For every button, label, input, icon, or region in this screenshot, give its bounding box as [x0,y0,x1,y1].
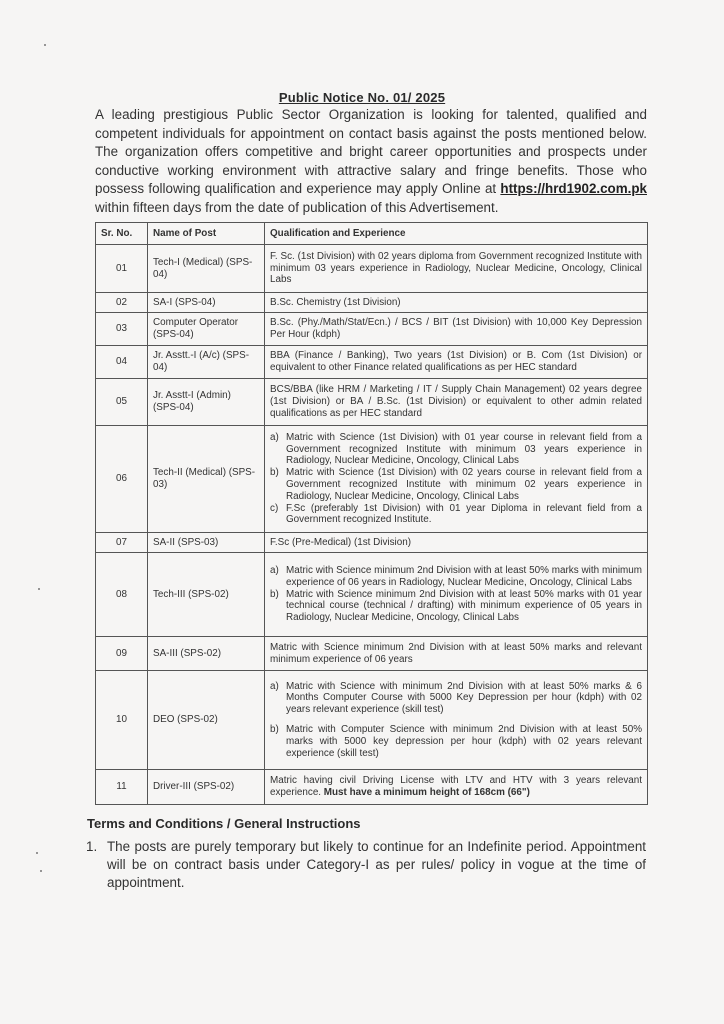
option-mark: a) [270,565,279,576]
option-text: F.Sc (preferably 1st Division) with 01 year Diploma in relevant field from a Government recognized Institute. [286,502,642,526]
post-cell: SA-III (SPS-02) [148,637,265,671]
qualification-options [270,565,642,624]
table-row [96,671,648,770]
post-cell: Jr. Asstt.-I (A/c) (SPS-04) [148,346,265,379]
option-text: Matric with Computer Science with minimum 2nd Division with at least 50% marks with 5000 key depression per hour (kdph) with 02 years relevant experience (skill test) [286,724,642,759]
sr-cell: 09 [96,637,148,671]
qual-cell [265,426,648,533]
qualification-options [270,432,642,526]
intro-text: A leading prestigious Public Sector Organization is looking for talented, qualified and competent individuals for appointment on contact basis against the posts mentioned below. The organization offers competitive and bright career opportunities and prospects under conductive working environment with attractive salary and fringe benefits. Those who possess following qualification and experience may apply Online at [95,107,647,197]
sr-cell: 08 [96,553,148,637]
sr-cell: 04 [96,346,148,379]
header-name-of-post: Name of Post [148,223,265,245]
table-row [96,245,648,293]
scan-speck [38,588,40,590]
qual-cell: BCS/BBA (like HRM / Marketing / IT / Supply Chain Management) 02 years degree (1st Division) or BA / B.Sc. (1st Division) or equivalent to other admin related qualifications as per HEC standard [265,379,648,426]
post-cell: Jr. Asstt-I (Admin) (SPS-04) [148,379,265,426]
table-row [96,770,648,805]
post-cell: Driver-III (SPS-02) [148,770,265,805]
qual-cell: F. Sc. (1st Division) with 02 years diploma from Government recognized Institute with minimum 03 years experience in Radiology, Nuclear Medicine, Oncology, Clinical Labs [265,245,648,293]
table-row [96,379,648,426]
option-text: Matric with Science minimum 2nd Division with at least 50% marks with 01 year technical course (technical / drafting) with minimum experience of 05 years in Radiology, Nuclear Medicine, Oncology, Clinical Labs [286,588,642,624]
option-mark: a) [270,680,279,692]
table-row [96,553,648,637]
table-row [96,293,648,313]
option-mark: b) [270,724,279,735]
table-row [96,533,648,553]
qual-cell [265,770,648,805]
qual-cell: B.Sc. Chemistry (1st Division) [265,293,648,313]
list-item [270,432,642,467]
website-link[interactable]: https://hrd1902.com.pk [500,181,647,197]
list-item [270,681,642,716]
option-mark: a) [270,431,279,443]
sr-cell: 05 [96,379,148,426]
term-text: The posts are purely temporary but likely to continue for an Indefinite period. Appointment will be on contract basis under Category-I as per rules/ policy in vogue at the time of appointment. [107,839,646,890]
header-sr-no: Sr. No. [96,223,148,245]
option-text: Matric with Science minimum 2nd Division with at least 50% marks with minimum experience of 06 years in Radiology, Nuclear Medicine, Oncology, Clinical Labs [286,565,642,588]
post-cell: Tech-I (Medical) (SPS-04) [148,245,265,293]
table-row [96,313,648,346]
post-cell: Computer Operator (SPS-04) [148,313,265,346]
table-header-row [96,223,648,245]
list-item [270,724,642,759]
intro-paragraph [95,106,647,218]
qual-cell: F.Sc (Pre-Medical) (1st Division) [265,533,648,553]
term-item [86,838,646,892]
terms-heading: Terms and Conditions / General Instructions [87,816,361,831]
qual-cell: B.Sc. (Phy./Math/Stat/Ecn.) / BCS / BIT (1st Division) with 10,000 Key Depression Per Hour (kdph) [265,313,648,346]
option-text: Matric with Science with minimum 2nd Division with at least 50% marks & 6 Months Computer Course with 5000 Key Depression per hour (kdph) with 02 years relevant experience (skill test) [286,680,642,716]
posts-table [95,222,648,805]
notice-title: Public Notice No. 01/ 2025 [278,90,446,105]
sr-cell: 03 [96,313,148,346]
list-item [270,503,642,527]
qualification-options [270,681,642,760]
option-text: Matric with Science (1st Division) with 02 years course in relevant field from a Government recognized Institute with minimum 02 years experience in Radiology, Nuclear Medicine, Oncology, Clinical Labs [286,467,642,502]
list-item [270,467,642,502]
qual-cell: Matric with Science minimum 2nd Division with at least 50% marks and relevant minimum experience of 06 years [265,637,648,671]
intro-end: within fifteen days from the date of publication of this Advertisement. [95,199,499,215]
list-item [270,589,642,624]
post-cell: SA-I (SPS-04) [148,293,265,313]
qual-cell [265,671,648,770]
scan-speck [40,870,42,872]
header-qualification: Qualification and Experience [265,223,648,245]
option-mark: b) [270,588,279,600]
table-row [96,637,648,671]
height-requirement: Must have a minimum height of 168cm (66") [323,787,530,798]
list-item [270,565,642,589]
post-cell: Tech-III (SPS-02) [148,553,265,637]
table-row [96,346,648,379]
option-mark: b) [270,467,279,479]
post-cell: DEO (SPS-02) [148,671,265,770]
post-cell: SA-II (SPS-03) [148,533,265,553]
sr-cell: 10 [96,671,148,770]
sr-cell: 02 [96,293,148,313]
table-row [96,426,648,533]
sr-cell: 11 [96,770,148,805]
scan-speck [44,44,46,46]
qual-cell: BBA (Finance / Banking), Two years (1st Division) or B. Com (1st Division) or equivalent to other Finance related qualifications as per HEC standard [265,346,648,379]
option-text: Matric with Science (1st Division) with 01 year course in relevant field from a Government recognized Institute with minimum 03 years experience in Radiology, Nuclear Medicine, Oncology, Clinical Labs [286,431,642,467]
term-number: 1. [86,839,98,854]
sr-cell: 07 [96,533,148,553]
qual-text: Matric having civil Driving License with LTV and HTV with 3 years relevant experience. [270,775,642,798]
sr-cell: 06 [96,426,148,533]
option-mark: c) [270,502,279,514]
sr-cell: 01 [96,245,148,293]
post-cell: Tech-II (Medical) (SPS-03) [148,426,265,533]
scan-speck [36,852,38,854]
qual-cell [265,553,648,637]
